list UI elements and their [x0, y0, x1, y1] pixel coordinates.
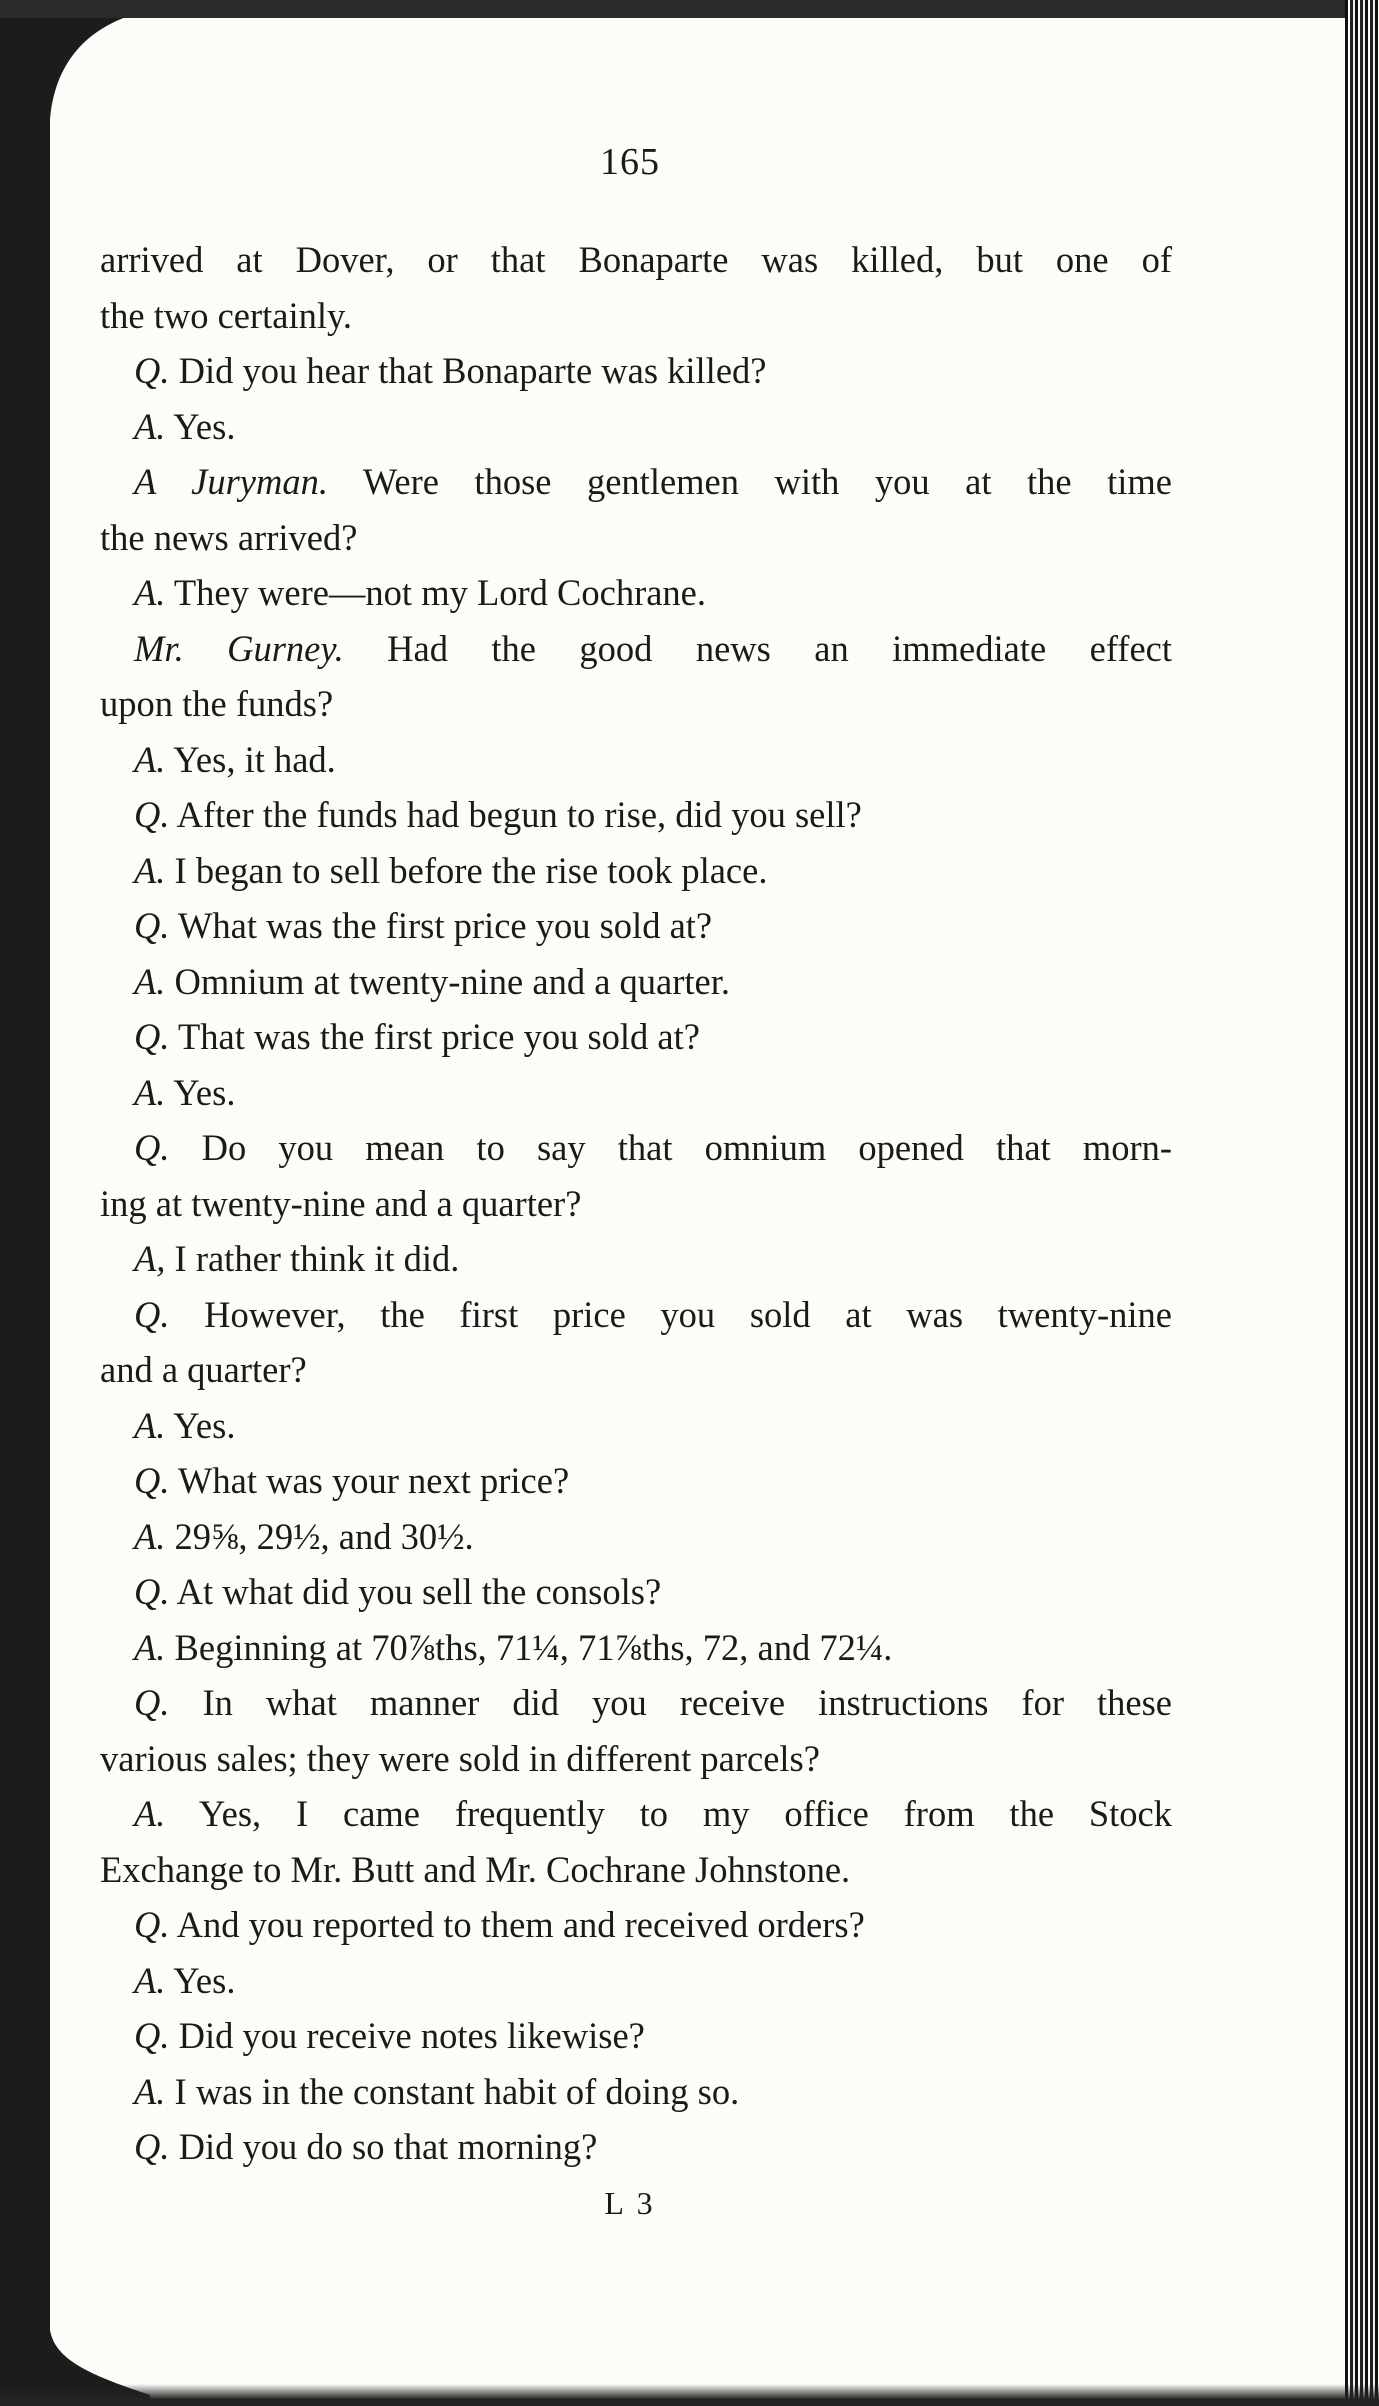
text-line	[100, 1953, 1172, 2009]
line-text: What was your next price?	[177, 1460, 570, 1501]
text-line	[100, 898, 1172, 954]
speaker-label: Q.	[134, 1460, 170, 1501]
line-text: Exchange to Mr. Butt and Mr. Cochrane Johnstone.	[100, 1848, 851, 1890]
bottom-edge-shadow	[0, 2384, 1379, 2406]
text-line	[100, 1009, 1172, 1065]
page-edge	[1345, 0, 1379, 2406]
line-text: Did you hear that Bonaparte was killed?	[178, 350, 767, 391]
speaker-label: Q.	[134, 350, 170, 391]
speaker-label: A.	[134, 1404, 166, 1446]
speaker-label: A.	[134, 960, 166, 1002]
line-text: upon the funds?	[100, 683, 334, 724]
text-line	[100, 2119, 1172, 2175]
line-text: various sales; they were sold in different parcels?	[100, 1737, 820, 1779]
text-line	[100, 1620, 1172, 1676]
speaker-label: A.	[134, 1071, 166, 1113]
text-line	[100, 1176, 1172, 1232]
speaker-label: A.	[134, 738, 166, 780]
page-number: 165	[600, 141, 660, 183]
text-line	[100, 1509, 1172, 1565]
line-text: Omnium at twenty-nine and a quarter.	[174, 960, 730, 1002]
line-text: Did you receive notes likewise?	[178, 2015, 645, 2056]
margin-mark: :	[2, 363, 13, 403]
speaker-label: Q.	[134, 1571, 170, 1612]
line-text: Yes, I came frequently to my office from the Stock	[198, 1793, 1173, 1834]
text-line	[100, 1453, 1172, 1509]
speaker-label: A.	[134, 2070, 166, 2112]
text-line	[100, 1897, 1172, 1953]
text-line	[100, 676, 1172, 732]
text-line	[100, 1786, 1172, 1842]
line-text: Yes.	[173, 1959, 236, 2001]
speaker-label: A Juryman.	[134, 461, 328, 502]
body-text	[100, 232, 1172, 2175]
speaker-label: Q.	[134, 1127, 170, 1168]
line-text: and a quarter?	[100, 1349, 307, 1390]
top-edge-shadow	[0, 0, 1379, 18]
text-line	[100, 1398, 1172, 1454]
line-text: And you reported to them and received orders?	[176, 1904, 865, 1945]
text-line	[100, 1842, 1172, 1898]
speaker-label: A.	[134, 1515, 166, 1557]
speaker-label: A.	[134, 572, 166, 613]
line-text: I was in the constant habit of doing so.	[174, 2070, 740, 2112]
speaker-label: Q.	[134, 1904, 170, 1945]
text-line	[100, 954, 1172, 1010]
text-line	[100, 1731, 1172, 1787]
text-line	[100, 399, 1172, 455]
line-text: After the funds had begun to rise, did you sell?	[176, 794, 862, 835]
line-text: Beginning at 70⅞ths, 71¼, 71⅞ths, 72, and 72¼.	[174, 1626, 893, 1668]
text-line	[100, 343, 1172, 399]
text-line	[100, 232, 1172, 288]
line-text: arrived at Dover, or that Bonaparte was killed, but one of	[100, 239, 1172, 280]
speaker-label: Q.	[134, 2015, 170, 2056]
text-line	[100, 288, 1172, 344]
line-text: They were—not my Lord Cochrane.	[173, 572, 707, 613]
text-line	[100, 454, 1172, 510]
speaker-label: Q.	[134, 1682, 170, 1723]
line-text: Did you do so that morning?	[178, 2126, 598, 2167]
text-line	[100, 1065, 1172, 1121]
signature-mark: L 3	[604, 2185, 656, 2221]
speaker-label: A.	[134, 849, 166, 891]
line-text: That was the first price you sold at?	[177, 1016, 700, 1057]
line-text: In what manner did you receive instructions for these	[202, 1682, 1172, 1723]
speaker-label: Q.	[134, 905, 170, 946]
line-text: Do you mean to say that omnium opened that morn-	[201, 1127, 1173, 1168]
speaker-label: A.	[134, 1959, 166, 2001]
speaker-label: A.	[134, 1793, 166, 1834]
speaker-label: Q.	[134, 2126, 170, 2167]
text-line	[100, 787, 1172, 843]
line-text: Yes, it had.	[173, 738, 336, 780]
text-line	[100, 1287, 1172, 1343]
line-text: What was the first price you sold at?	[177, 905, 713, 946]
line-text: ing at twenty-nine and a quarter?	[100, 1182, 582, 1224]
line-text: Yes.	[173, 405, 236, 447]
line-text: the two certainly.	[100, 294, 353, 336]
line-text: At what did you sell the consols?	[176, 1571, 662, 1612]
speaker-label: A,	[134, 1238, 166, 1279]
speaker-label: Q.	[134, 1293, 170, 1335]
text-line	[100, 1231, 1172, 1287]
line-text: I rather think it did.	[174, 1238, 460, 1279]
text-line	[100, 621, 1172, 677]
text-line	[100, 843, 1172, 899]
line-text: Had the good news an immediate effect	[387, 627, 1173, 669]
speaker-label: Q.	[134, 794, 170, 835]
text-line	[100, 2008, 1172, 2064]
text-line	[100, 1675, 1172, 1731]
text-line	[100, 1120, 1172, 1176]
line-text: Yes.	[173, 1404, 236, 1446]
speaker-label: A.	[134, 405, 166, 447]
text-line	[100, 2064, 1172, 2120]
line-text: I began to sell before the rise took place.	[174, 849, 768, 891]
speaker-label: A.	[134, 1626, 166, 1668]
line-text: 29⅝, 29½, and 30½.	[174, 1515, 474, 1557]
line-text: Yes.	[173, 1071, 236, 1113]
text-line	[100, 1564, 1172, 1620]
line-text: the news arrived?	[100, 516, 358, 558]
line-text: However, the first price you sold at was twenty-nine	[204, 1293, 1173, 1335]
text-line	[100, 1342, 1172, 1398]
line-text: Were those gentlemen with you at the time	[362, 461, 1172, 502]
speaker-label: Mr. Gurney.	[134, 627, 344, 669]
text-line	[100, 565, 1172, 621]
speaker-label: Q.	[134, 1016, 170, 1057]
text-line	[100, 732, 1172, 788]
text-line	[100, 510, 1172, 566]
